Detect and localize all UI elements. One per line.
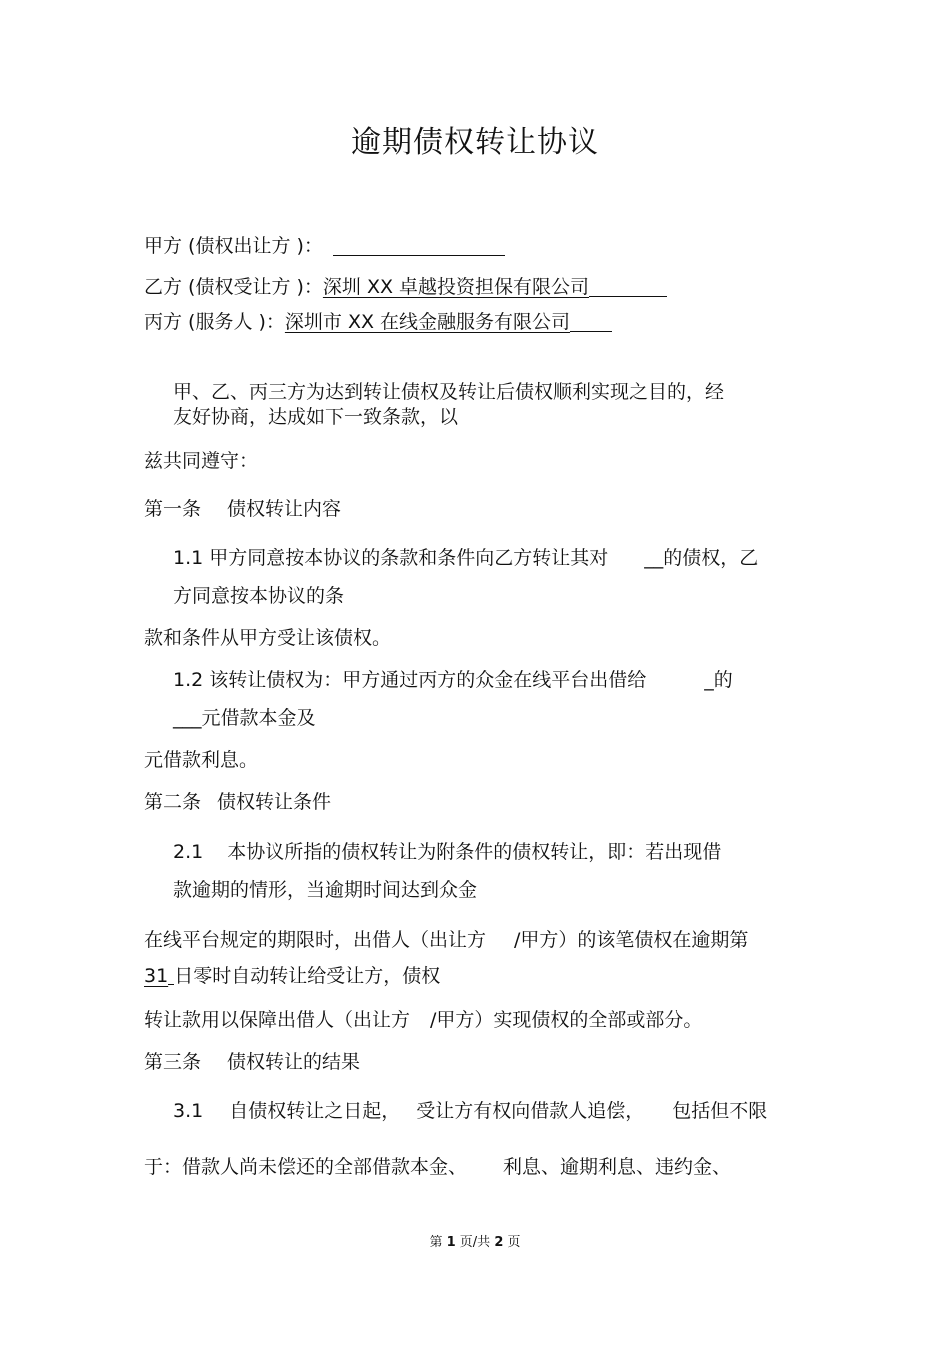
clause-1-1-line-2: 方同意按本协议的条	[173, 585, 345, 607]
clause-3-1-line-2-b: 利息、逾期利息、违约金、	[503, 1156, 732, 1178]
clause-2-1-day-number: 31	[144, 965, 169, 987]
clause-1-1-line-3: 款和条件从甲方受让该债权。	[144, 627, 392, 649]
party-c-trailing-blank	[570, 311, 612, 332]
clause-2-1-line-5	[144, 1008, 702, 1032]
footer-middle: 页/共	[459, 1235, 491, 1250]
clause-1-2-line-3: 元借款利息。	[144, 749, 259, 771]
clause-3-1-line-2-a: 于：借款人尚未偿还的全部借款本金、	[144, 1156, 468, 1178]
clause-2-1-line-5-b: /甲方）实现债权的全部或部分。	[430, 1009, 703, 1031]
party-b-value: 深圳 XX 卓越投资担保有限公司	[322, 276, 590, 298]
clause-3-1-line-2	[144, 1155, 731, 1179]
document-title: 逾期债权转让协议	[351, 125, 599, 160]
clause-2-1-line-3-a: 在线平台规定的期限时，出借人（出让方	[144, 929, 487, 951]
clause-3-1-line-1	[173, 1099, 767, 1123]
clause-2-1-text: 本协议所指的债权转让为附条件的债权转让，即：若出现借	[227, 841, 722, 863]
intro-line-2: 友好协商，达成如下一致条款，以	[173, 406, 459, 428]
clause-3-1-text-b: 受让方有权向借款人追偿，	[416, 1100, 645, 1122]
article-1-number: 第一条	[144, 498, 202, 520]
article-2-number: 第二条	[144, 791, 202, 813]
intro-line-1: 甲、乙、丙三方为达到转让债权及转让后债权顺利实现之目的，经	[173, 381, 725, 403]
party-b-trailing-blank	[589, 276, 667, 297]
party-c-line	[144, 310, 612, 334]
clause-3-1-text-a: 自债权转让之日起，	[229, 1100, 401, 1122]
party-b-line	[144, 275, 667, 299]
party-b-label: 乙方 (债权受让方 )：	[144, 276, 323, 298]
clause-1-2-amount-blank: ___	[173, 707, 202, 729]
clause-3-1-number: 3.1	[173, 1100, 204, 1122]
article-1-heading	[144, 497, 341, 521]
clause-2-1-line-4-text: 日零时自动转让给受让方，债权	[174, 965, 441, 987]
clause-2-1-line-4	[144, 964, 440, 988]
party-a-line	[144, 234, 505, 258]
clause-1-2-text-b: 的	[713, 669, 733, 691]
clause-2-1-line-1	[173, 840, 721, 864]
clause-1-2-blank: _	[704, 669, 714, 691]
party-a-blank	[333, 235, 505, 256]
footer-page-number: 1	[446, 1235, 456, 1250]
footer-suffix: 页	[507, 1235, 521, 1250]
clause-1-1-text-a: 1.1 甲方同意按本协议的条款和条件向乙方转让其对	[173, 547, 609, 569]
article-3-title: 债权转让的结果	[227, 1051, 361, 1073]
clause-2-1-line-3-b: /甲方）的该笔债权在逾期第	[514, 929, 749, 951]
clause-1-2-line-2-text: 元借款本金及	[201, 707, 316, 729]
party-a-label: 甲方 (债权出让方 )：	[144, 235, 323, 257]
clause-1-2-line-2	[173, 706, 316, 730]
article-3-number: 第三条	[144, 1051, 202, 1073]
footer-prefix: 第	[429, 1235, 443, 1250]
clause-1-2-line-1	[173, 668, 733, 692]
intro-line-3: 兹共同遵守：	[144, 450, 259, 472]
page-footer	[0, 1234, 950, 1252]
clause-1-2-text-a: 1.2 该转让债权为：甲方通过丙方的众金在线平台出借给	[173, 669, 647, 691]
clause-1-1-text-b: 的债权，乙	[663, 547, 759, 569]
article-2-heading	[144, 790, 331, 814]
party-c-value: 深圳市 XX 在线金融服务有限公司	[284, 311, 571, 333]
clause-2-1-line-5-a: 转让款用以保障出借人（出让方	[144, 1009, 411, 1031]
party-c-label: 丙方 (服务人 )：	[144, 311, 285, 333]
clause-2-1-line-3	[144, 928, 748, 952]
clause-3-1-text-c: 包括但不限	[672, 1100, 768, 1122]
clause-2-1-line-2: 款逾期的情形，当逾期时间达到众金	[173, 879, 478, 901]
clause-2-1-number: 2.1	[173, 841, 204, 863]
article-3-heading	[144, 1050, 360, 1074]
clause-1-1-blank: __	[644, 547, 664, 569]
clause-1-1-line-1	[173, 546, 758, 570]
article-1-title: 债权转让内容	[227, 498, 342, 520]
footer-total-pages: 2	[494, 1235, 504, 1250]
article-2-title: 债权转让条件	[217, 791, 332, 813]
